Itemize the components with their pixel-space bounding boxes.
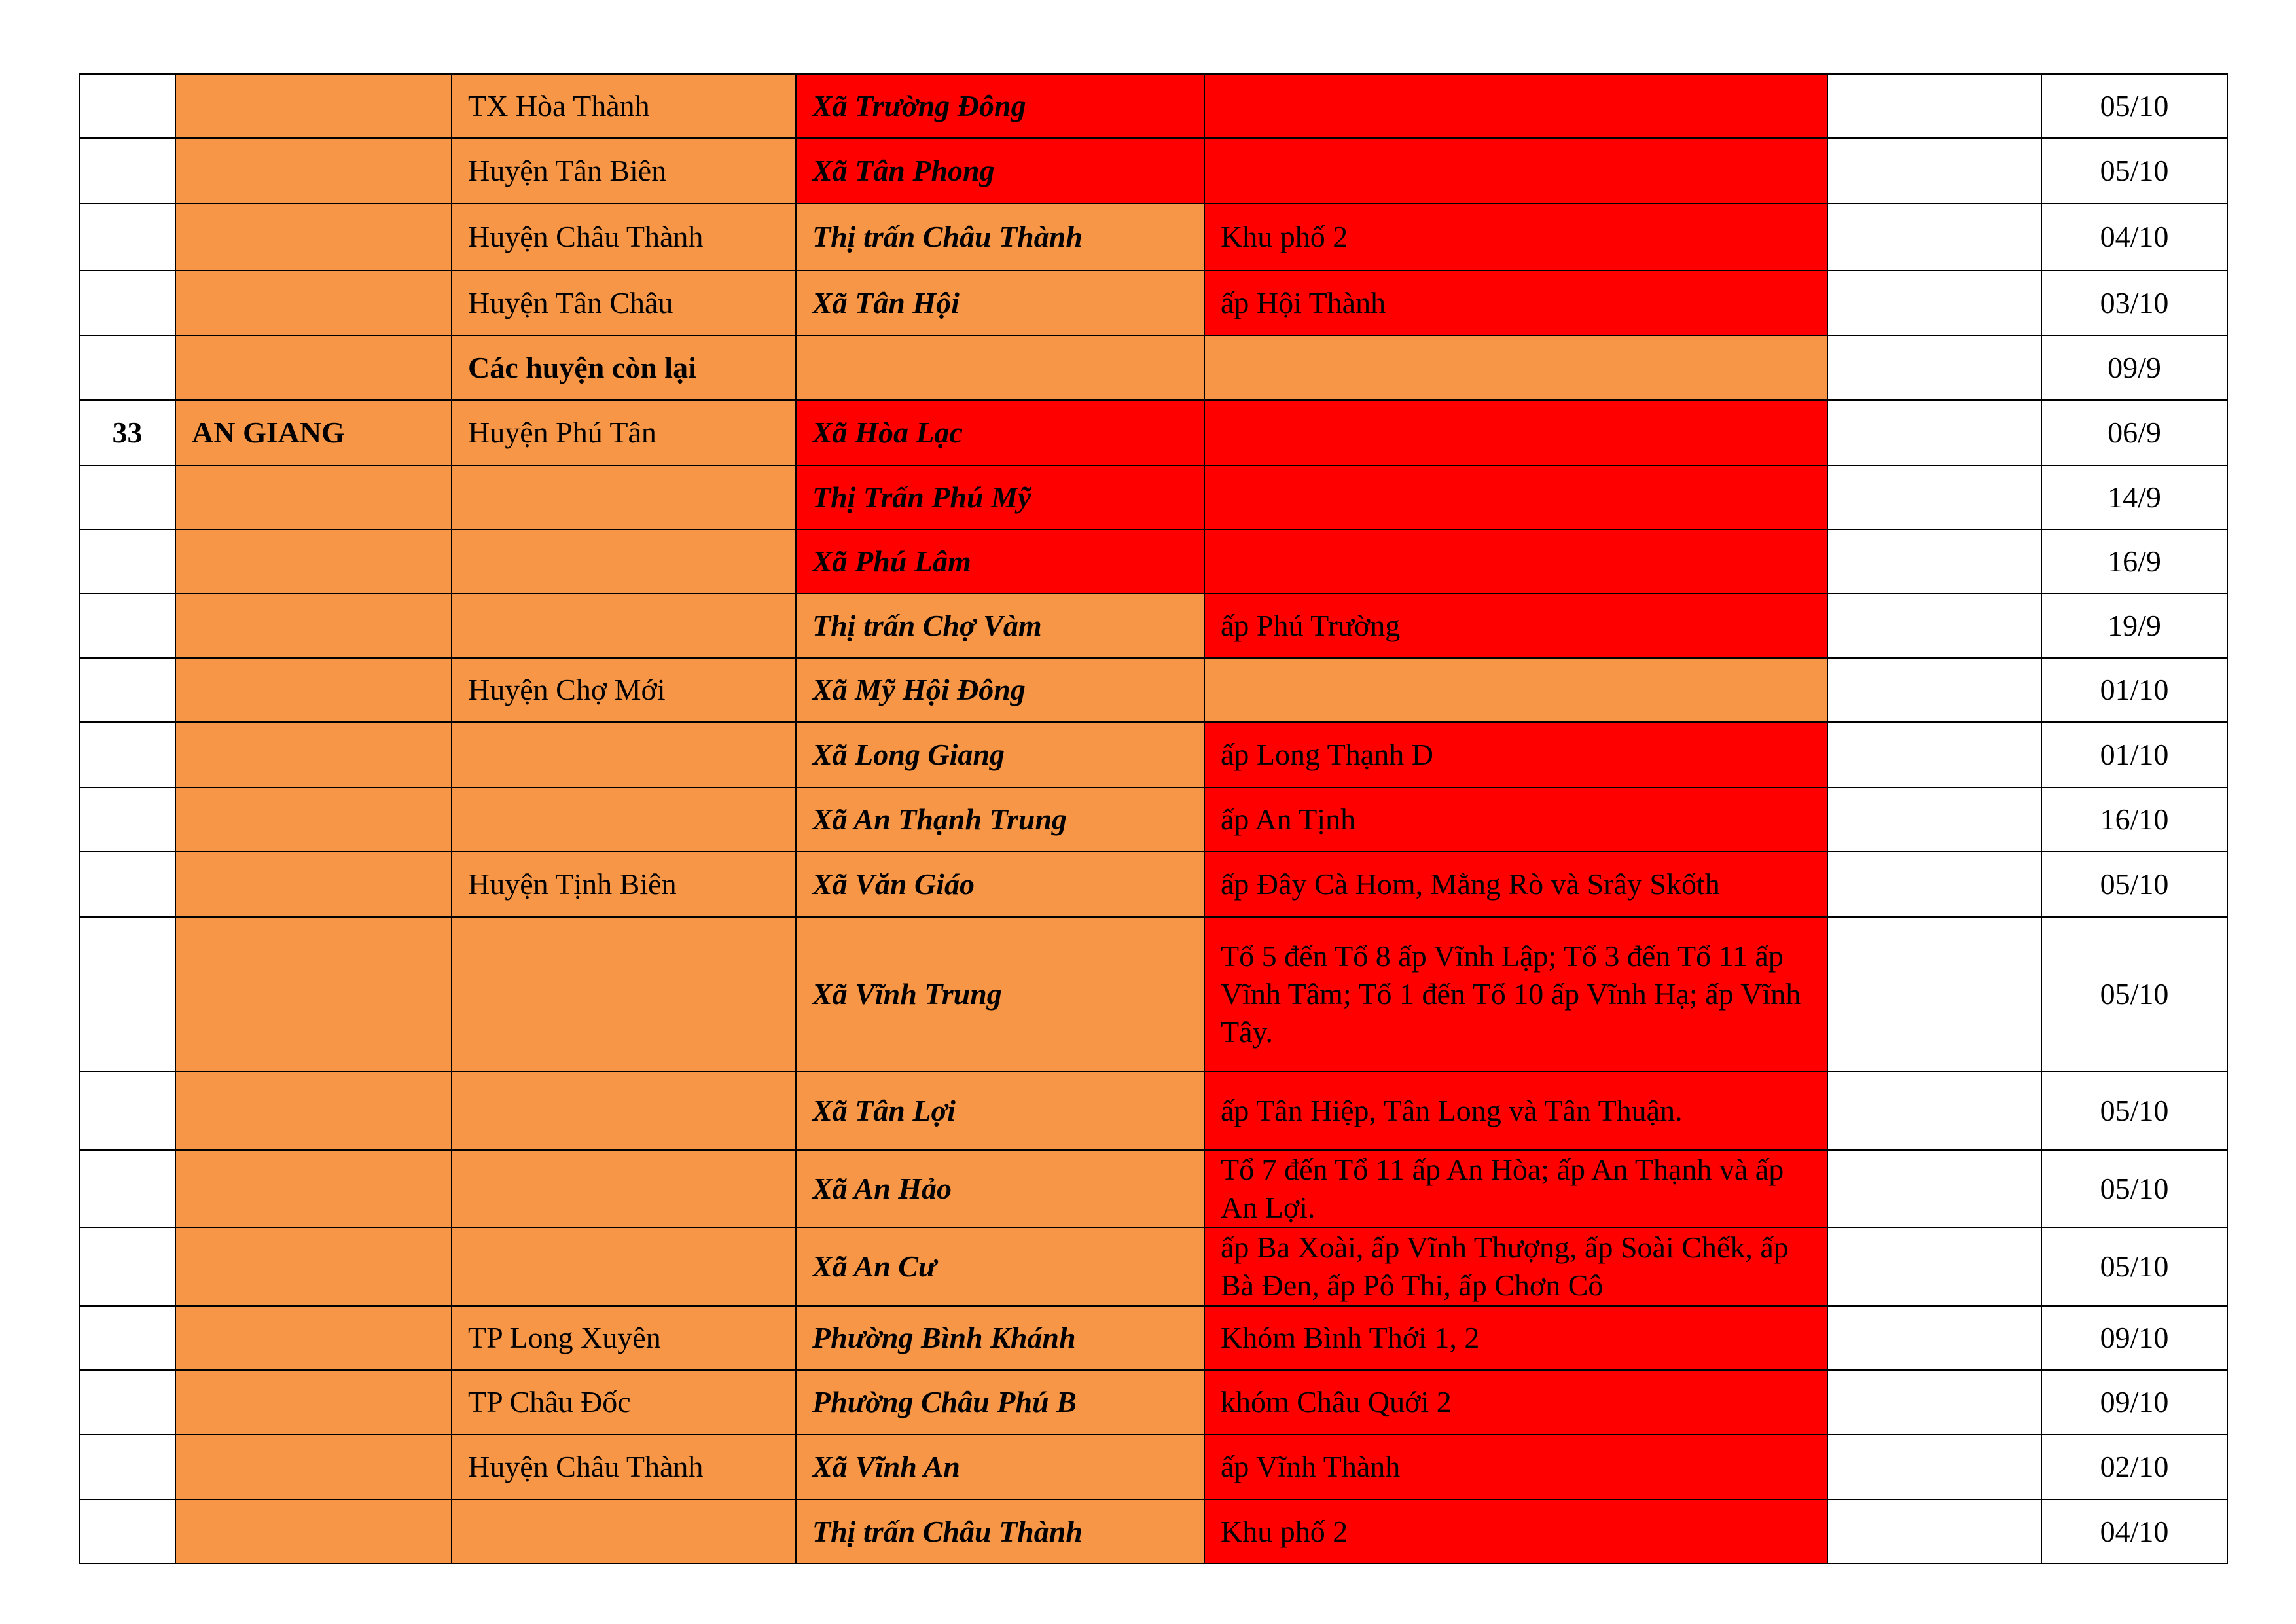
blank-cell [1827,336,2041,400]
table-row [79,1370,2227,1434]
date-cell: 01/10 [2041,658,2227,722]
date-cell: 09/9 [2041,336,2227,400]
area-cell [1204,138,1827,204]
date-cell: 09/10 [2041,1306,2227,1370]
blank-cell [1827,270,2041,336]
province-cell [175,658,452,722]
province-cell [175,138,452,204]
date-cell: 04/10 [2041,1500,2227,1564]
area-cell [1204,336,1827,400]
date-cell: 05/10 [2041,852,2227,917]
ward-cell: Xã An Hảo [796,1150,1204,1227]
ward-cell: Xã Văn Giáo [796,852,1204,917]
blank-cell [1827,1500,2041,1564]
date-cell: 02/10 [2041,1434,2227,1500]
blank-cell [1827,400,2041,465]
row-number-cell [79,1306,175,1370]
area-cell: ấp Vĩnh Thành [1204,1434,1827,1500]
date-cell: 05/10 [2041,74,2227,138]
district-cell: TX Hòa Thành [452,74,796,138]
district-cell: Huyện Châu Thành [452,204,796,270]
date-cell: 19/9 [2041,594,2227,658]
ward-cell: Xã Tân Lợi [796,1072,1204,1150]
blank-cell [1827,74,2041,138]
province-cell [175,270,452,336]
ward-cell: Xã Trường Đông [796,74,1204,138]
table-row [79,1150,2227,1227]
district-cell [452,1227,796,1306]
blank-cell [1827,594,2041,658]
date-cell: 09/10 [2041,1370,2227,1434]
blank-cell [1827,787,2041,852]
row-number-cell: 33 [79,400,175,465]
date-cell: 05/10 [2041,1150,2227,1227]
table-row [79,722,2227,787]
district-cell: Huyện Tân Châu [452,270,796,336]
blank-cell [1827,1370,2041,1434]
ward-cell [796,336,1204,400]
row-number-cell [79,530,175,594]
province-cell [175,204,452,270]
district-cell: TP Châu Đốc [452,1370,796,1434]
area-cell: ấp An Tịnh [1204,787,1827,852]
area-cell [1204,465,1827,530]
row-number-cell [79,1150,175,1227]
district-cell [452,1072,796,1150]
province-cell [175,1306,452,1370]
province-cell [175,917,452,1072]
district-cell [452,787,796,852]
area-cell: ấp Tân Hiệp, Tân Long và Tân Thuận. [1204,1072,1827,1150]
blank-cell [1827,1434,2041,1500]
date-cell: 16/9 [2041,530,2227,594]
district-cell [452,465,796,530]
district-cell [452,1500,796,1564]
date-cell: 01/10 [2041,722,2227,787]
district-cell [452,917,796,1072]
blank-cell [1827,1306,2041,1370]
blank-cell [1827,138,2041,204]
zone-table-page [79,73,2227,1564]
area-cell: ấp Hội Thành [1204,270,1827,336]
province-cell [175,1500,452,1564]
district-cell [452,594,796,658]
row-number-cell [79,204,175,270]
table-row [79,336,2227,400]
row-number-cell [79,658,175,722]
table-row [79,1434,2227,1500]
row-number-cell [79,1370,175,1434]
district-cell [452,530,796,594]
district-cell: Huyện Tân Biên [452,138,796,204]
province-cell: AN GIANG [175,400,452,465]
province-cell [175,1227,452,1306]
district-cell: Các huyện còn lại [452,336,796,400]
row-number-cell [79,1227,175,1306]
table-row [79,138,2227,204]
blank-cell [1827,530,2041,594]
ward-cell: Xã Vĩnh Trung [796,917,1204,1072]
area-cell: khóm Châu Quới 2 [1204,1370,1827,1434]
ward-cell: Xã Phú Lâm [796,530,1204,594]
province-cell [175,74,452,138]
row-number-cell [79,787,175,852]
area-cell [1204,530,1827,594]
table-row [79,204,2227,270]
ward-cell: Thị Trấn Phú Mỹ [796,465,1204,530]
row-number-cell [79,917,175,1072]
province-cell [175,530,452,594]
ward-cell: Thị trấn Chợ Vàm [796,594,1204,658]
area-cell: Tổ 5 đến Tổ 8 ấp Vĩnh Lập; Tổ 3 đến Tổ 11 ấp Vĩnh Tâm; Tổ 1 đến Tổ 10 ấp Vĩnh Hạ; ấp Vĩnh Tây. [1204,917,1827,1072]
table-row [79,530,2227,594]
table-row [79,594,2227,658]
date-cell: 05/10 [2041,1227,2227,1306]
date-cell: 03/10 [2041,270,2227,336]
ward-cell: Xã Hòa Lạc [796,400,1204,465]
ward-cell: Xã Tân Hội [796,270,1204,336]
table-row [79,1227,2227,1306]
blank-cell [1827,852,2041,917]
zone-table [79,73,2228,1564]
area-cell: Tổ 7 đến Tổ 11 ấp An Hòa; ấp An Thạnh và ấp An Lợi. [1204,1150,1827,1227]
district-cell: Huyện Tịnh Biên [452,852,796,917]
ward-cell: Xã Mỹ Hội Đông [796,658,1204,722]
province-cell [175,594,452,658]
province-cell [175,465,452,530]
ward-cell: Xã Long Giang [796,722,1204,787]
row-number-cell [79,722,175,787]
ward-cell: Xã Vĩnh An [796,1434,1204,1500]
province-cell [175,1072,452,1150]
area-cell: ấp Đây Cà Hom, Mằng Rò và Srây Skốth [1204,852,1827,917]
blank-cell [1827,1150,2041,1227]
ward-cell: Phường Bình Khánh [796,1306,1204,1370]
date-cell: 05/10 [2041,1072,2227,1150]
area-cell [1204,400,1827,465]
date-cell: 14/9 [2041,465,2227,530]
row-number-cell [79,1072,175,1150]
area-cell: Khu phố 2 [1204,204,1827,270]
district-cell [452,722,796,787]
district-cell: Huyện Phú Tân [452,400,796,465]
area-cell: ấp Phú Trường [1204,594,1827,658]
table-row [79,658,2227,722]
ward-cell: Xã Tân Phong [796,138,1204,204]
area-cell [1204,74,1827,138]
blank-cell [1827,204,2041,270]
date-cell: 04/10 [2041,204,2227,270]
area-cell [1204,658,1827,722]
ward-cell: Phường Châu Phú B [796,1370,1204,1434]
date-cell: 16/10 [2041,787,2227,852]
row-number-cell [79,1500,175,1564]
province-cell [175,336,452,400]
table-row [79,400,2227,465]
ward-cell: Xã An Cư [796,1227,1204,1306]
table-row [79,74,2227,138]
district-cell [452,1150,796,1227]
province-cell [175,1370,452,1434]
province-cell [175,722,452,787]
table-row [79,465,2227,530]
area-cell: Khóm Bình Thới 1, 2 [1204,1306,1827,1370]
table-row [79,1072,2227,1150]
table-row [79,270,2227,336]
row-number-cell [79,74,175,138]
province-cell [175,1434,452,1500]
date-cell: 05/10 [2041,138,2227,204]
row-number-cell [79,270,175,336]
blank-cell [1827,1072,2041,1150]
blank-cell [1827,465,2041,530]
date-cell: 06/9 [2041,400,2227,465]
row-number-cell [79,852,175,917]
row-number-cell [79,465,175,530]
table-row [79,787,2227,852]
district-cell: Huyện Châu Thành [452,1434,796,1500]
province-cell [175,1150,452,1227]
area-cell: ấp Long Thạnh D [1204,722,1827,787]
province-cell [175,852,452,917]
blank-cell [1827,1227,2041,1306]
ward-cell: Xã An Thạnh Trung [796,787,1204,852]
blank-cell [1827,722,2041,787]
blank-cell [1827,658,2041,722]
blank-cell [1827,917,2041,1072]
district-cell: Huyện Chợ Mới [452,658,796,722]
district-cell: TP Long Xuyên [452,1306,796,1370]
date-cell: 05/10 [2041,917,2227,1072]
table-row [79,1306,2227,1370]
area-cell: ấp Ba Xoài, ấp Vĩnh Thượng, ấp Soài Chếk, ấp Bà Đen, ấp Pô Thi, ấp Chơn Cô [1204,1227,1827,1306]
row-number-cell [79,138,175,204]
area-cell: Khu phố 2 [1204,1500,1827,1564]
row-number-cell [79,336,175,400]
row-number-cell [79,594,175,658]
ward-cell: Thị trấn Châu Thành [796,1500,1204,1564]
table-row [79,1500,2227,1564]
ward-cell: Thị trấn Châu Thành [796,204,1204,270]
province-cell [175,787,452,852]
row-number-cell [79,1434,175,1500]
table-row [79,852,2227,917]
table-row [79,917,2227,1072]
